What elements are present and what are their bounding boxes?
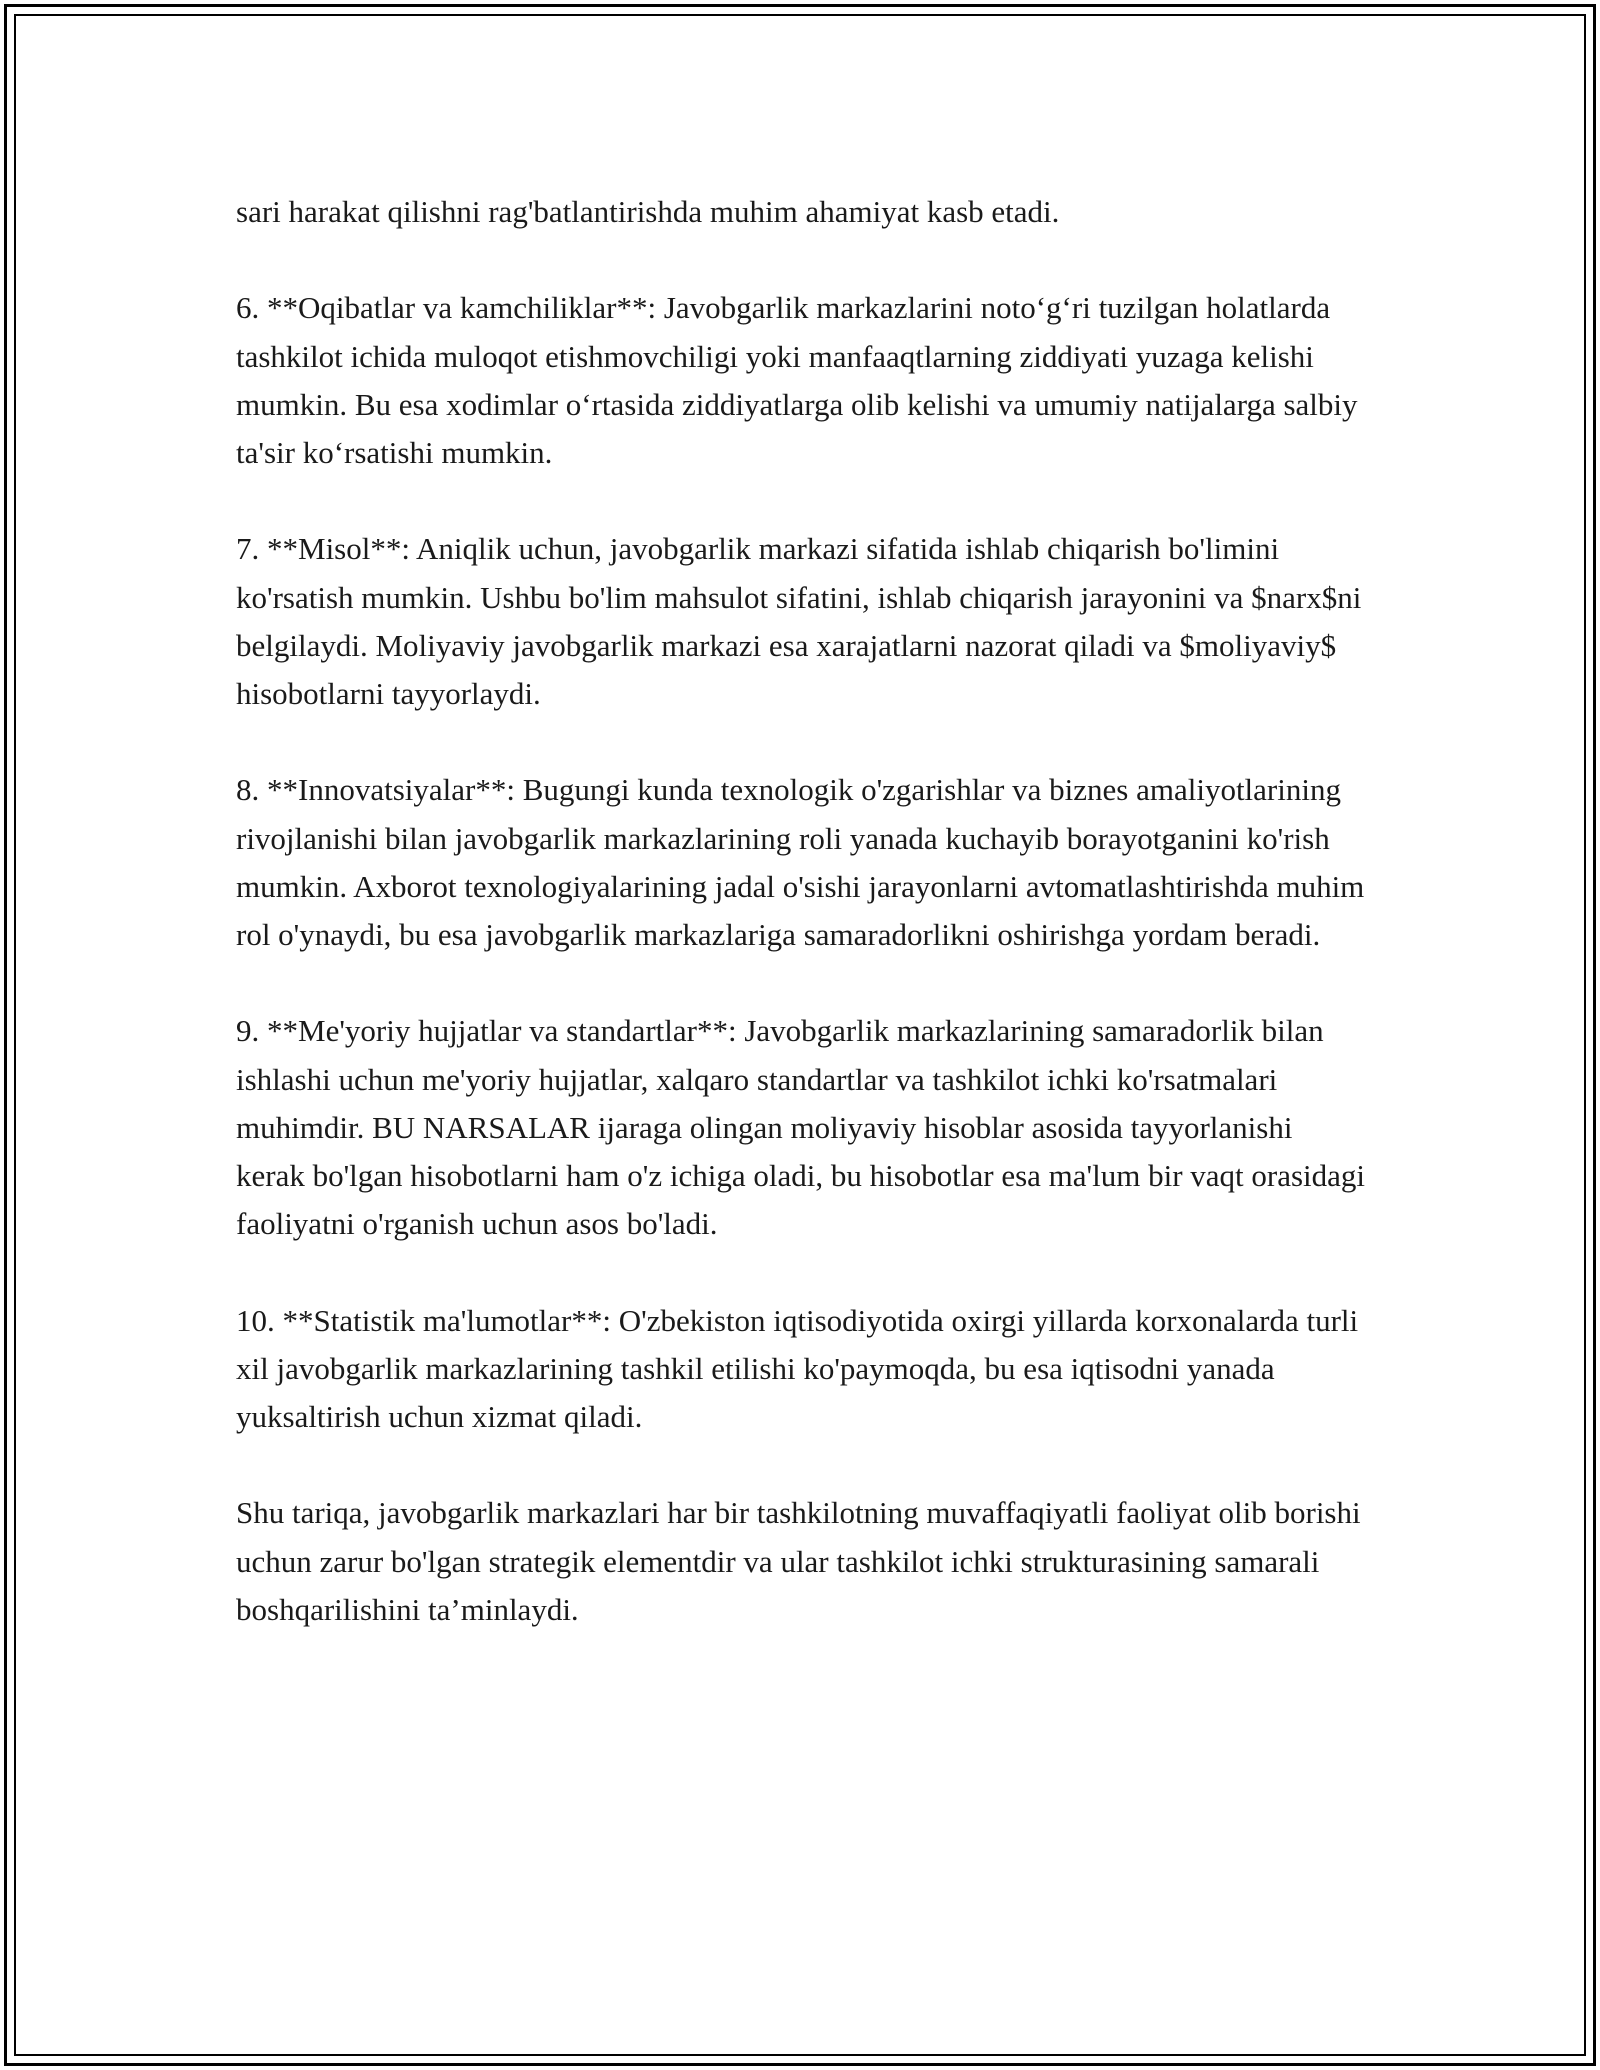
paragraph-item-10: 10. **Statistik ma'lumotlar**: O'zbekiston iqtisodiyotida oxirgi yillarda korxonalarda turli xil javobgarlik markazlarining tashkil etilishi ko'paymoqda, bu esa iqtisodni yanada yuksaltirish uchun xizmat qiladi. (236, 1302, 1359, 1434)
paragraph-item-8: 8. **Innovatsiyalar**: Bugungi kunda texnologik o'zgarishlar va biznes amaliyotlarining rivojlanishi bilan javobgarlik markazlarining roli yanada kuchayib borayotganini ko'rish mumkin. Axborot texnologiyalarining jadal o'sishi jarayonlarni avtomatlashtirishda muhim rol o'ynaydi, bu esa javobgarlik markazlariga samaradorlikni oshirishga yordam beradi. (236, 772, 1365, 952)
paragraph-item-6: 6. **Oqibatlar va kamchiliklar**: Javobgarlik markazlarini noto‘g‘ri tuzilgan holatlarda tashkilot ichida muloqot etishmovchiligi yoki manfaaqtlarning ziddiyati yuzaga kelishi mumkin. Bu esa xodimlar o‘rtasida ziddiyatlarga olib kelishi va umumiy natijalarga salbiy ta'sir ko‘rsatishi mumkin. (236, 290, 1358, 470)
paragraph-continuation: sari harakat qilishni rag'batlantirishda muhim ahamiyat kasb etadi. (236, 194, 1060, 229)
document-body (236, 188, 1366, 1634)
paragraph-conclusion: Shu tariqa, javobgarlik markazlari har bir tashkilotning muvaffaqiyatli faoliyat olib borishi uchun zarur bo'lgan strategik elementdir va ular tashkilot ichki strukturasining samarali boshqarilishini ta’minlaydi. (236, 1495, 1361, 1627)
paragraph-item-9: 9. **Me'yoriy hujjatlar va standartlar**: Javobgarlik markazlarining samaradorlik bilan ishlashi uchun me'yoriy hujjatlar, xalqaro standartlar va tashkilot ichki ko'rsatmalari muhimdir. BU NARSALAR ijaraga olingan moliyaviy hisoblar asosida tayyorlanishi kerak bo'lgan hisobotlarni ham o'z ichiga oladi, bu hisobotlar esa ma'lum bir vaqt orasidagi faoliyatni o'rganish uchun asos bo'ladi. (236, 1013, 1366, 1242)
paragraph-item-7: 7. **Misol**: Aniqlik uchun, javobgarlik markazi sifatida ishlab chiqarish bo'limini ko'rsatish mumkin. Ushbu bo'lim mahsulot sifatini, ishlab chiqarish jarayonini va $narx$ni belgilaydi. Moliyaviy javobgarlik markazi esa xarajatlarni nazorat qiladi va $moliyaviy$ hisobotlarni tayyorlaydi. (236, 531, 1362, 711)
